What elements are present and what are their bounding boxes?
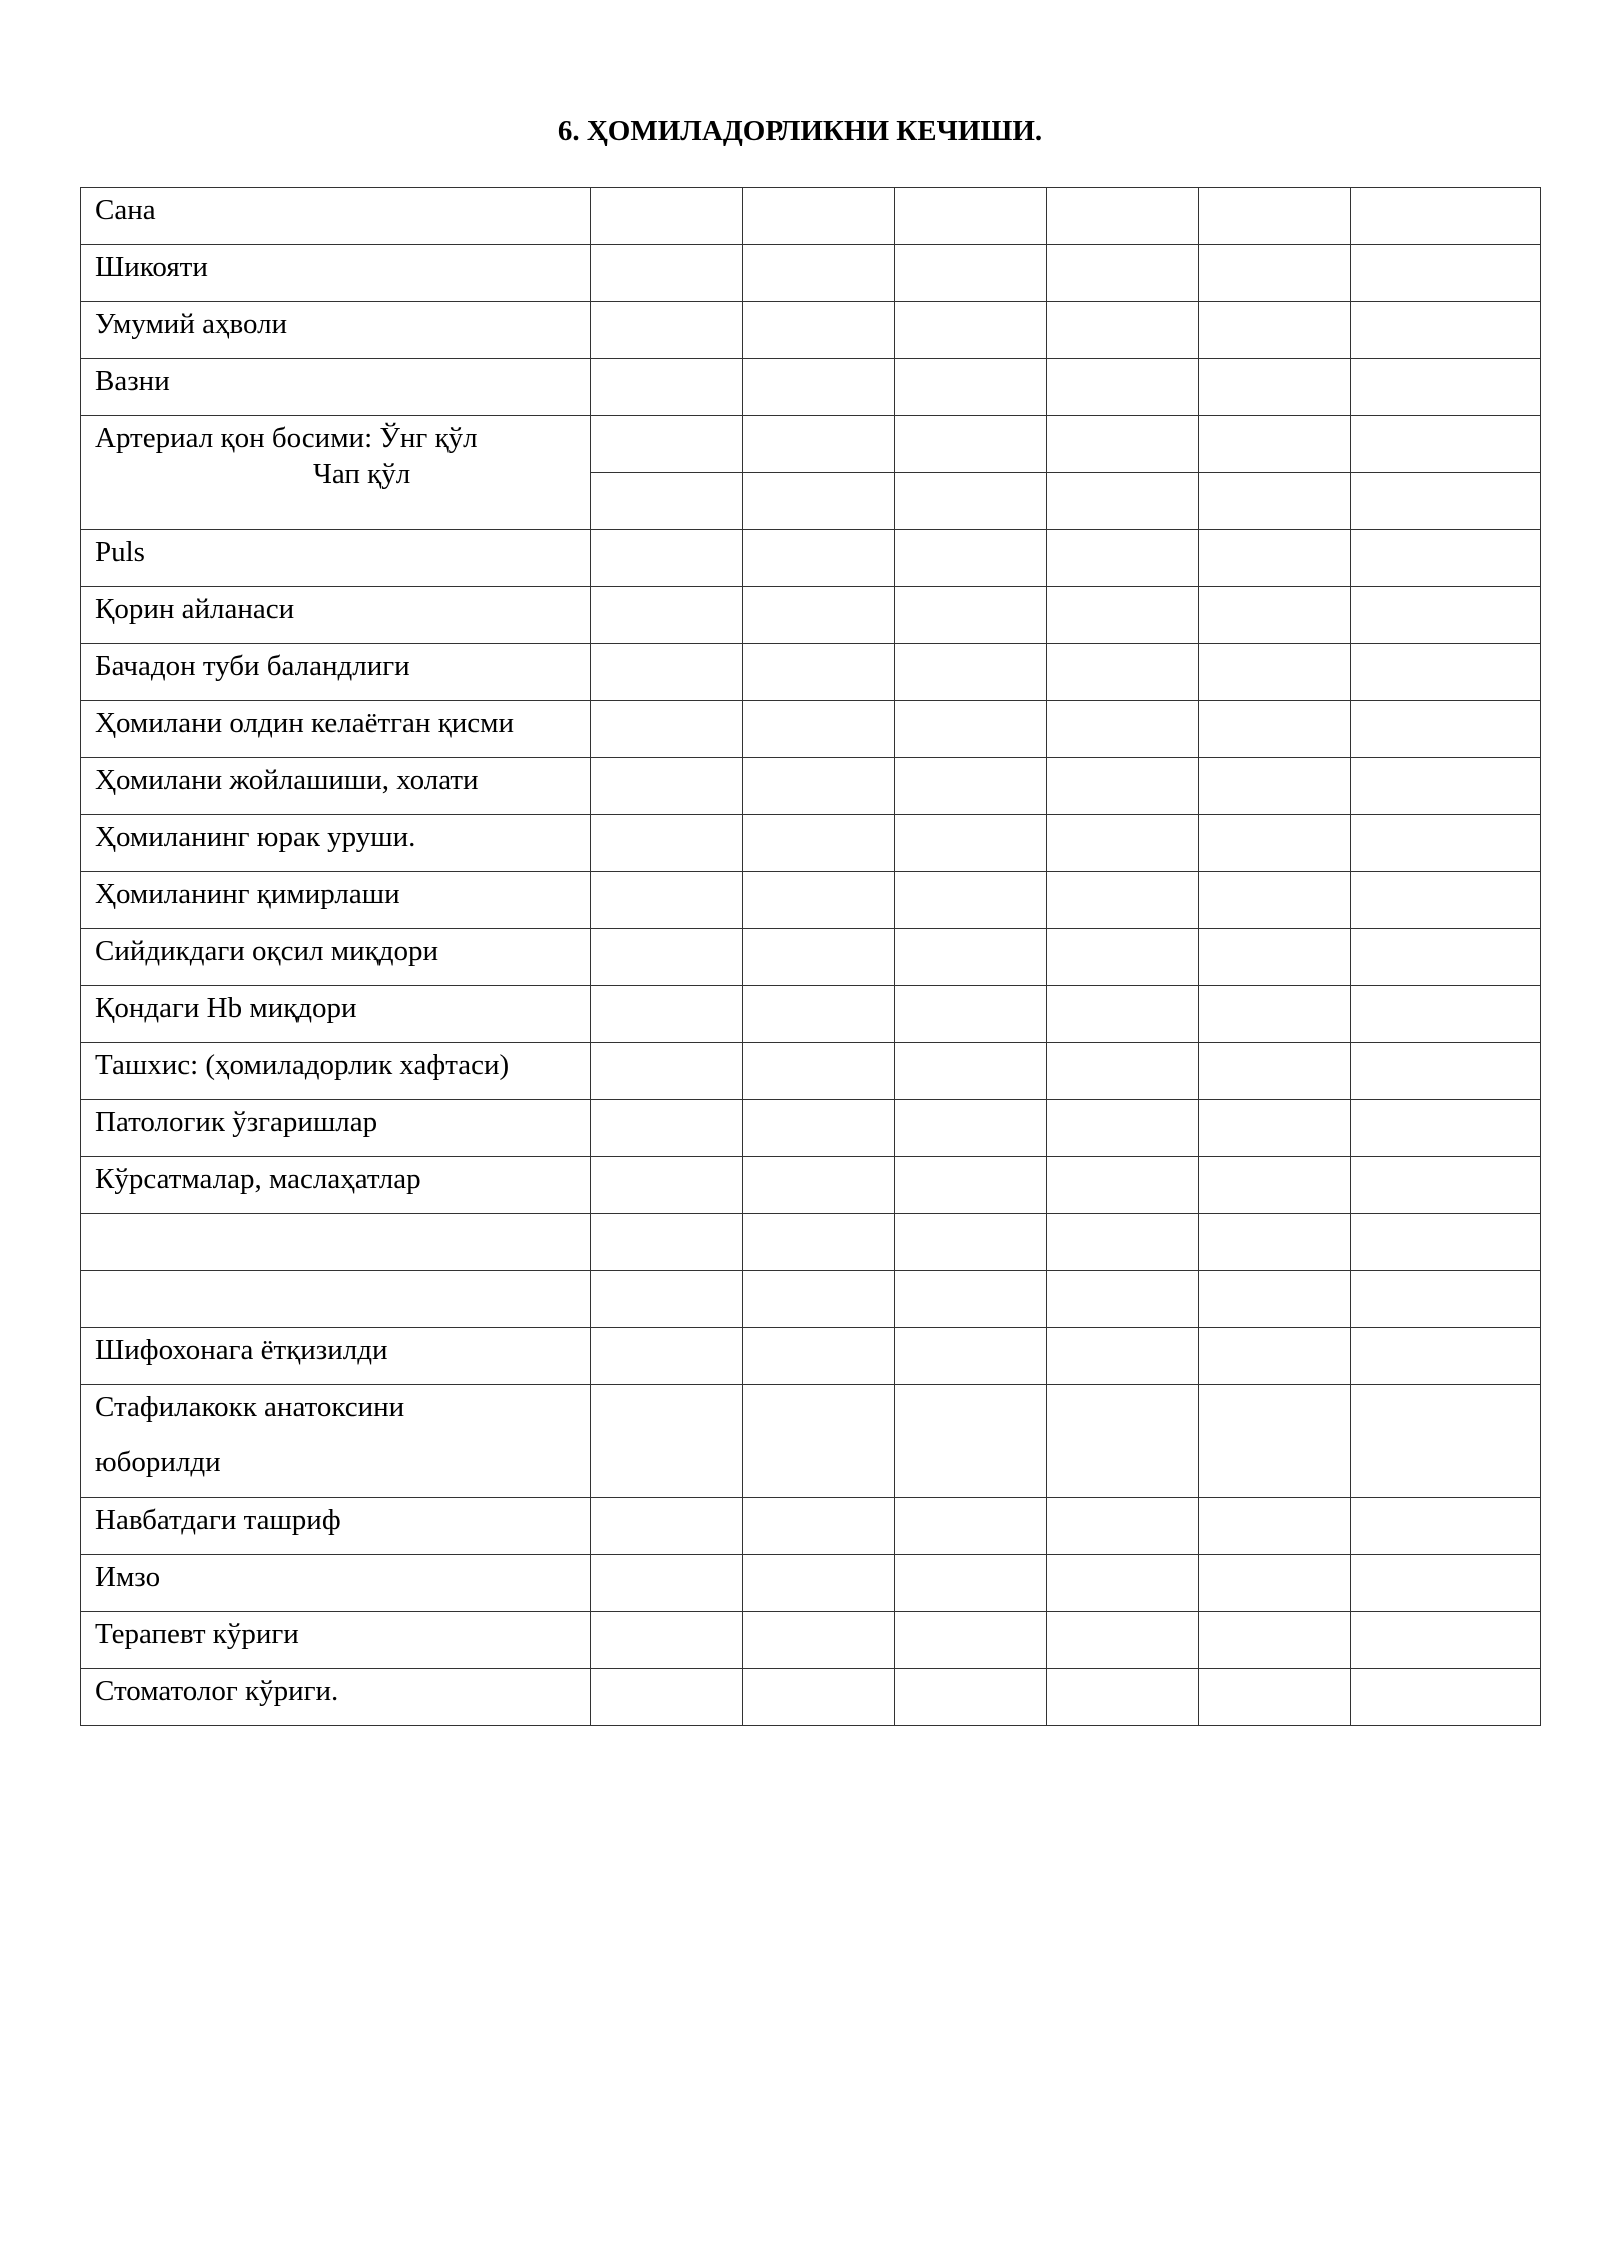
entry-cell[interactable] [1351, 188, 1541, 245]
entry-cell[interactable] [591, 1100, 743, 1157]
entry-cell[interactable] [895, 188, 1047, 245]
table-row [81, 1555, 1541, 1612]
entry-cell[interactable] [895, 1100, 1047, 1157]
entry-cell[interactable] [743, 1555, 895, 1612]
entry-cell[interactable] [743, 1157, 895, 1214]
entry-cell[interactable] [1199, 530, 1351, 587]
entry-cell[interactable] [1199, 1385, 1351, 1498]
entry-cell[interactable] [1199, 1612, 1351, 1669]
table-row [81, 1157, 1541, 1214]
entry-cell[interactable] [895, 986, 1047, 1043]
entry-cell[interactable] [1351, 1555, 1541, 1612]
row-label: Навбатдаги ташриф [81, 1498, 591, 1555]
entry-cell[interactable] [1047, 359, 1199, 416]
table-row [81, 758, 1541, 815]
entry-cell[interactable] [591, 530, 743, 587]
entry-cell[interactable] [895, 1328, 1047, 1385]
entry-cell[interactable] [1199, 416, 1351, 473]
entry-cell[interactable] [1351, 245, 1541, 302]
entry-cell[interactable] [1351, 1328, 1541, 1385]
entry-cell[interactable] [1199, 644, 1351, 701]
entry-cell[interactable] [1047, 815, 1199, 872]
entry-cell[interactable] [895, 1555, 1047, 1612]
entry-cell[interactable] [1199, 245, 1351, 302]
table-row [81, 815, 1541, 872]
entry-cell[interactable] [1199, 872, 1351, 929]
entry-cell[interactable] [895, 302, 1047, 359]
pregnancy-course-table [80, 187, 1541, 1726]
entry-cell[interactable] [895, 701, 1047, 758]
entry-cell[interactable] [743, 302, 895, 359]
entry-cell[interactable] [743, 1271, 895, 1328]
entry-cell[interactable] [1199, 1157, 1351, 1214]
table-row [81, 701, 1541, 758]
entry-cell[interactable] [743, 986, 895, 1043]
row-label: Бачадон туби баландлиги [81, 644, 591, 701]
page-title: 6. ҲОМИЛАДОРЛИКНИ КЕЧИШИ. [557, 115, 1043, 147]
entry-cell[interactable] [743, 872, 895, 929]
entry-cell[interactable] [1351, 359, 1541, 416]
entry-cell[interactable] [591, 815, 743, 872]
entry-cell[interactable] [1047, 1043, 1199, 1100]
row-label: Қондаги Hb миқдори [81, 986, 591, 1043]
row-label: Ҳомиланинг юрак уруши. [81, 815, 591, 872]
entry-cell[interactable] [1199, 1271, 1351, 1328]
table-row [81, 1214, 1541, 1271]
entry-cell[interactable] [591, 929, 743, 986]
row-label: Терапевт кўриги [81, 1612, 591, 1669]
entry-cell[interactable] [1047, 1385, 1199, 1498]
entry-cell[interactable] [591, 1214, 743, 1271]
row-label: Шифохонага ётқизилди [81, 1328, 591, 1385]
entry-cell[interactable] [895, 416, 1047, 473]
table-row [81, 359, 1541, 416]
table-row [81, 1100, 1541, 1157]
table-row [81, 530, 1541, 587]
entry-cell[interactable] [743, 1214, 895, 1271]
entry-cell[interactable] [591, 188, 743, 245]
entry-cell[interactable] [1351, 644, 1541, 701]
entry-cell[interactable] [591, 1612, 743, 1669]
entry-cell[interactable] [591, 1385, 743, 1498]
entry-cell[interactable] [591, 416, 743, 473]
entry-cell[interactable] [1047, 1498, 1199, 1555]
entry-cell[interactable] [1351, 530, 1541, 587]
row-label: Ҳомилани олдин келаётган қисми [81, 701, 591, 758]
entry-cell[interactable] [1351, 302, 1541, 359]
entry-cell[interactable] [743, 416, 895, 473]
entry-cell[interactable] [591, 986, 743, 1043]
entry-cell[interactable] [1199, 815, 1351, 872]
entry-cell[interactable] [591, 473, 743, 530]
entry-cell[interactable] [895, 1669, 1047, 1726]
table-row [81, 1669, 1541, 1726]
entry-cell[interactable] [591, 1157, 743, 1214]
entry-cell[interactable] [895, 929, 1047, 986]
row-label: Вазни [81, 359, 591, 416]
entry-cell[interactable] [1351, 1043, 1541, 1100]
entry-cell[interactable] [1047, 473, 1199, 530]
row-label-line: юборилди [95, 1446, 221, 1478]
entry-cell[interactable] [1199, 1328, 1351, 1385]
entry-cell[interactable] [591, 758, 743, 815]
entry-cell[interactable] [591, 359, 743, 416]
entry-cell[interactable] [743, 1669, 895, 1726]
entry-cell[interactable] [1199, 359, 1351, 416]
row-label: Стоматолог кўриги. [81, 1669, 591, 1726]
entry-cell[interactable] [895, 1043, 1047, 1100]
row-label: Сийдикдаги оқсил миқдори [81, 929, 591, 986]
entry-cell[interactable] [895, 587, 1047, 644]
entry-cell[interactable] [1047, 644, 1199, 701]
entry-cell[interactable] [591, 1669, 743, 1726]
entry-cell[interactable] [1199, 929, 1351, 986]
entry-cell[interactable] [1351, 758, 1541, 815]
row-label: Имзо [81, 1555, 591, 1612]
entry-cell[interactable] [1351, 701, 1541, 758]
entry-cell[interactable] [1351, 473, 1541, 530]
entry-cell[interactable] [591, 587, 743, 644]
entry-cell[interactable] [1047, 1157, 1199, 1214]
entry-cell[interactable] [1047, 587, 1199, 644]
table-row [81, 872, 1541, 929]
entry-cell[interactable] [1351, 1612, 1541, 1669]
table-row [81, 188, 1541, 245]
entry-cell[interactable] [591, 245, 743, 302]
entry-cell[interactable] [1047, 1669, 1199, 1726]
entry-cell[interactable] [1047, 1214, 1199, 1271]
entry-cell[interactable] [1351, 872, 1541, 929]
entry-cell[interactable] [1047, 758, 1199, 815]
entry-cell[interactable] [895, 1498, 1047, 1555]
entry-cell[interactable] [743, 1100, 895, 1157]
entry-cell[interactable] [743, 473, 895, 530]
table-row [81, 986, 1541, 1043]
row-label: Сана [81, 188, 591, 245]
table-row [81, 1498, 1541, 1555]
entry-cell[interactable] [743, 359, 895, 416]
table-row [81, 1328, 1541, 1385]
entry-cell[interactable] [895, 1271, 1047, 1328]
entry-cell[interactable] [743, 1043, 895, 1100]
row-label [81, 1385, 591, 1498]
entry-cell[interactable] [1047, 245, 1199, 302]
entry-cell[interactable] [1199, 302, 1351, 359]
entry-cell[interactable] [1351, 929, 1541, 986]
row-label: Қорин айланаси [81, 587, 591, 644]
entry-cell[interactable] [591, 1271, 743, 1328]
entry-cell[interactable] [743, 815, 895, 872]
entry-cell[interactable] [1351, 1157, 1541, 1214]
entry-cell[interactable] [1047, 1271, 1199, 1328]
entry-cell[interactable] [1047, 1100, 1199, 1157]
entry-cell[interactable] [1047, 872, 1199, 929]
entry-cell[interactable] [743, 1498, 895, 1555]
entry-cell[interactable] [1351, 1385, 1541, 1498]
entry-cell[interactable] [591, 1043, 743, 1100]
entry-cell[interactable] [895, 530, 1047, 587]
table-row [81, 587, 1541, 644]
table-row [81, 245, 1541, 302]
entry-cell[interactable] [895, 872, 1047, 929]
entry-cell[interactable] [1047, 530, 1199, 587]
row-label [81, 416, 591, 530]
entry-cell[interactable] [895, 1612, 1047, 1669]
row-label: Патологик ўзгаришлар [81, 1100, 591, 1157]
entry-cell[interactable] [895, 473, 1047, 530]
table-row [81, 1612, 1541, 1669]
entry-cell[interactable] [1199, 986, 1351, 1043]
entry-cell[interactable] [1199, 1498, 1351, 1555]
entry-cell[interactable] [591, 302, 743, 359]
row-label: Ҳомиланинг қимирлаши [81, 872, 591, 929]
entry-cell[interactable] [743, 644, 895, 701]
entry-cell[interactable] [1047, 986, 1199, 1043]
table-row [81, 1385, 1541, 1498]
entry-cell[interactable] [1351, 1100, 1541, 1157]
table-row [81, 1043, 1541, 1100]
entry-cell[interactable] [1047, 188, 1199, 245]
table-row [81, 416, 1541, 473]
entry-cell[interactable] [1199, 1043, 1351, 1100]
row-label: Puls [81, 530, 591, 587]
blood-pressure-right-label: Артериал қон босими: Ўнг қўл [95, 422, 478, 454]
entry-cell[interactable] [743, 245, 895, 302]
table-row [81, 644, 1541, 701]
entry-cell[interactable] [895, 1214, 1047, 1271]
entry-cell[interactable] [895, 758, 1047, 815]
entry-cell[interactable] [1047, 416, 1199, 473]
entry-cell[interactable] [895, 644, 1047, 701]
entry-cell[interactable] [1199, 1100, 1351, 1157]
entry-cell[interactable] [1047, 929, 1199, 986]
entry-cell[interactable] [743, 587, 895, 644]
entry-cell[interactable] [743, 1385, 895, 1498]
entry-cell[interactable] [743, 701, 895, 758]
entry-cell[interactable] [743, 530, 895, 587]
entry-cell[interactable] [1351, 416, 1541, 473]
entry-cell[interactable] [1199, 473, 1351, 530]
entry-cell[interactable] [743, 758, 895, 815]
entry-cell[interactable] [1351, 587, 1541, 644]
entry-cell[interactable] [591, 701, 743, 758]
row-label: Умумий аҳволи [81, 302, 591, 359]
entry-cell[interactable] [743, 1612, 895, 1669]
entry-cell[interactable] [743, 929, 895, 986]
entry-cell[interactable] [1047, 1612, 1199, 1669]
entry-cell[interactable] [1199, 1669, 1351, 1726]
entry-cell[interactable] [1047, 1555, 1199, 1612]
entry-cell[interactable] [895, 1385, 1047, 1498]
entry-cell[interactable] [1199, 1214, 1351, 1271]
entry-cell[interactable] [1351, 1669, 1541, 1726]
entry-cell[interactable] [591, 872, 743, 929]
blood-pressure-left-label: Чап қўл [313, 458, 411, 490]
row-label [81, 1214, 591, 1271]
row-label: Ташхис: (ҳомиладорлик хафтаси) [81, 1043, 591, 1100]
entry-cell[interactable] [1351, 1271, 1541, 1328]
entry-cell[interactable] [743, 188, 895, 245]
entry-cell[interactable] [895, 1157, 1047, 1214]
entry-cell[interactable] [895, 815, 1047, 872]
row-label [81, 1271, 591, 1328]
table-row [81, 929, 1541, 986]
entry-cell[interactable] [1047, 1328, 1199, 1385]
entry-cell[interactable] [1199, 1555, 1351, 1612]
entry-cell[interactable] [591, 1498, 743, 1555]
table-row [81, 1271, 1541, 1328]
entry-cell[interactable] [1351, 1498, 1541, 1555]
row-label: Кўрсатмалар, маслаҳатлар [81, 1157, 591, 1214]
row-label: Шикояти [81, 245, 591, 302]
entry-cell[interactable] [1047, 302, 1199, 359]
table-row [81, 302, 1541, 359]
entry-cell[interactable] [1199, 587, 1351, 644]
entry-cell[interactable] [1351, 1214, 1541, 1271]
entry-cell[interactable] [895, 359, 1047, 416]
entry-cell[interactable] [1351, 815, 1541, 872]
entry-cell[interactable] [1351, 986, 1541, 1043]
entry-cell[interactable] [1199, 188, 1351, 245]
entry-cell[interactable] [591, 1555, 743, 1612]
row-label: Ҳомилани жойлашиши, холати [81, 758, 591, 815]
row-label-line: Стафилакокк анатоксини [95, 1391, 405, 1423]
entry-cell[interactable] [591, 644, 743, 701]
entry-cell[interactable] [591, 1328, 743, 1385]
entry-cell[interactable] [1199, 758, 1351, 815]
entry-cell[interactable] [1199, 701, 1351, 758]
entry-cell[interactable] [1047, 701, 1199, 758]
entry-cell[interactable] [895, 245, 1047, 302]
entry-cell[interactable] [743, 1328, 895, 1385]
